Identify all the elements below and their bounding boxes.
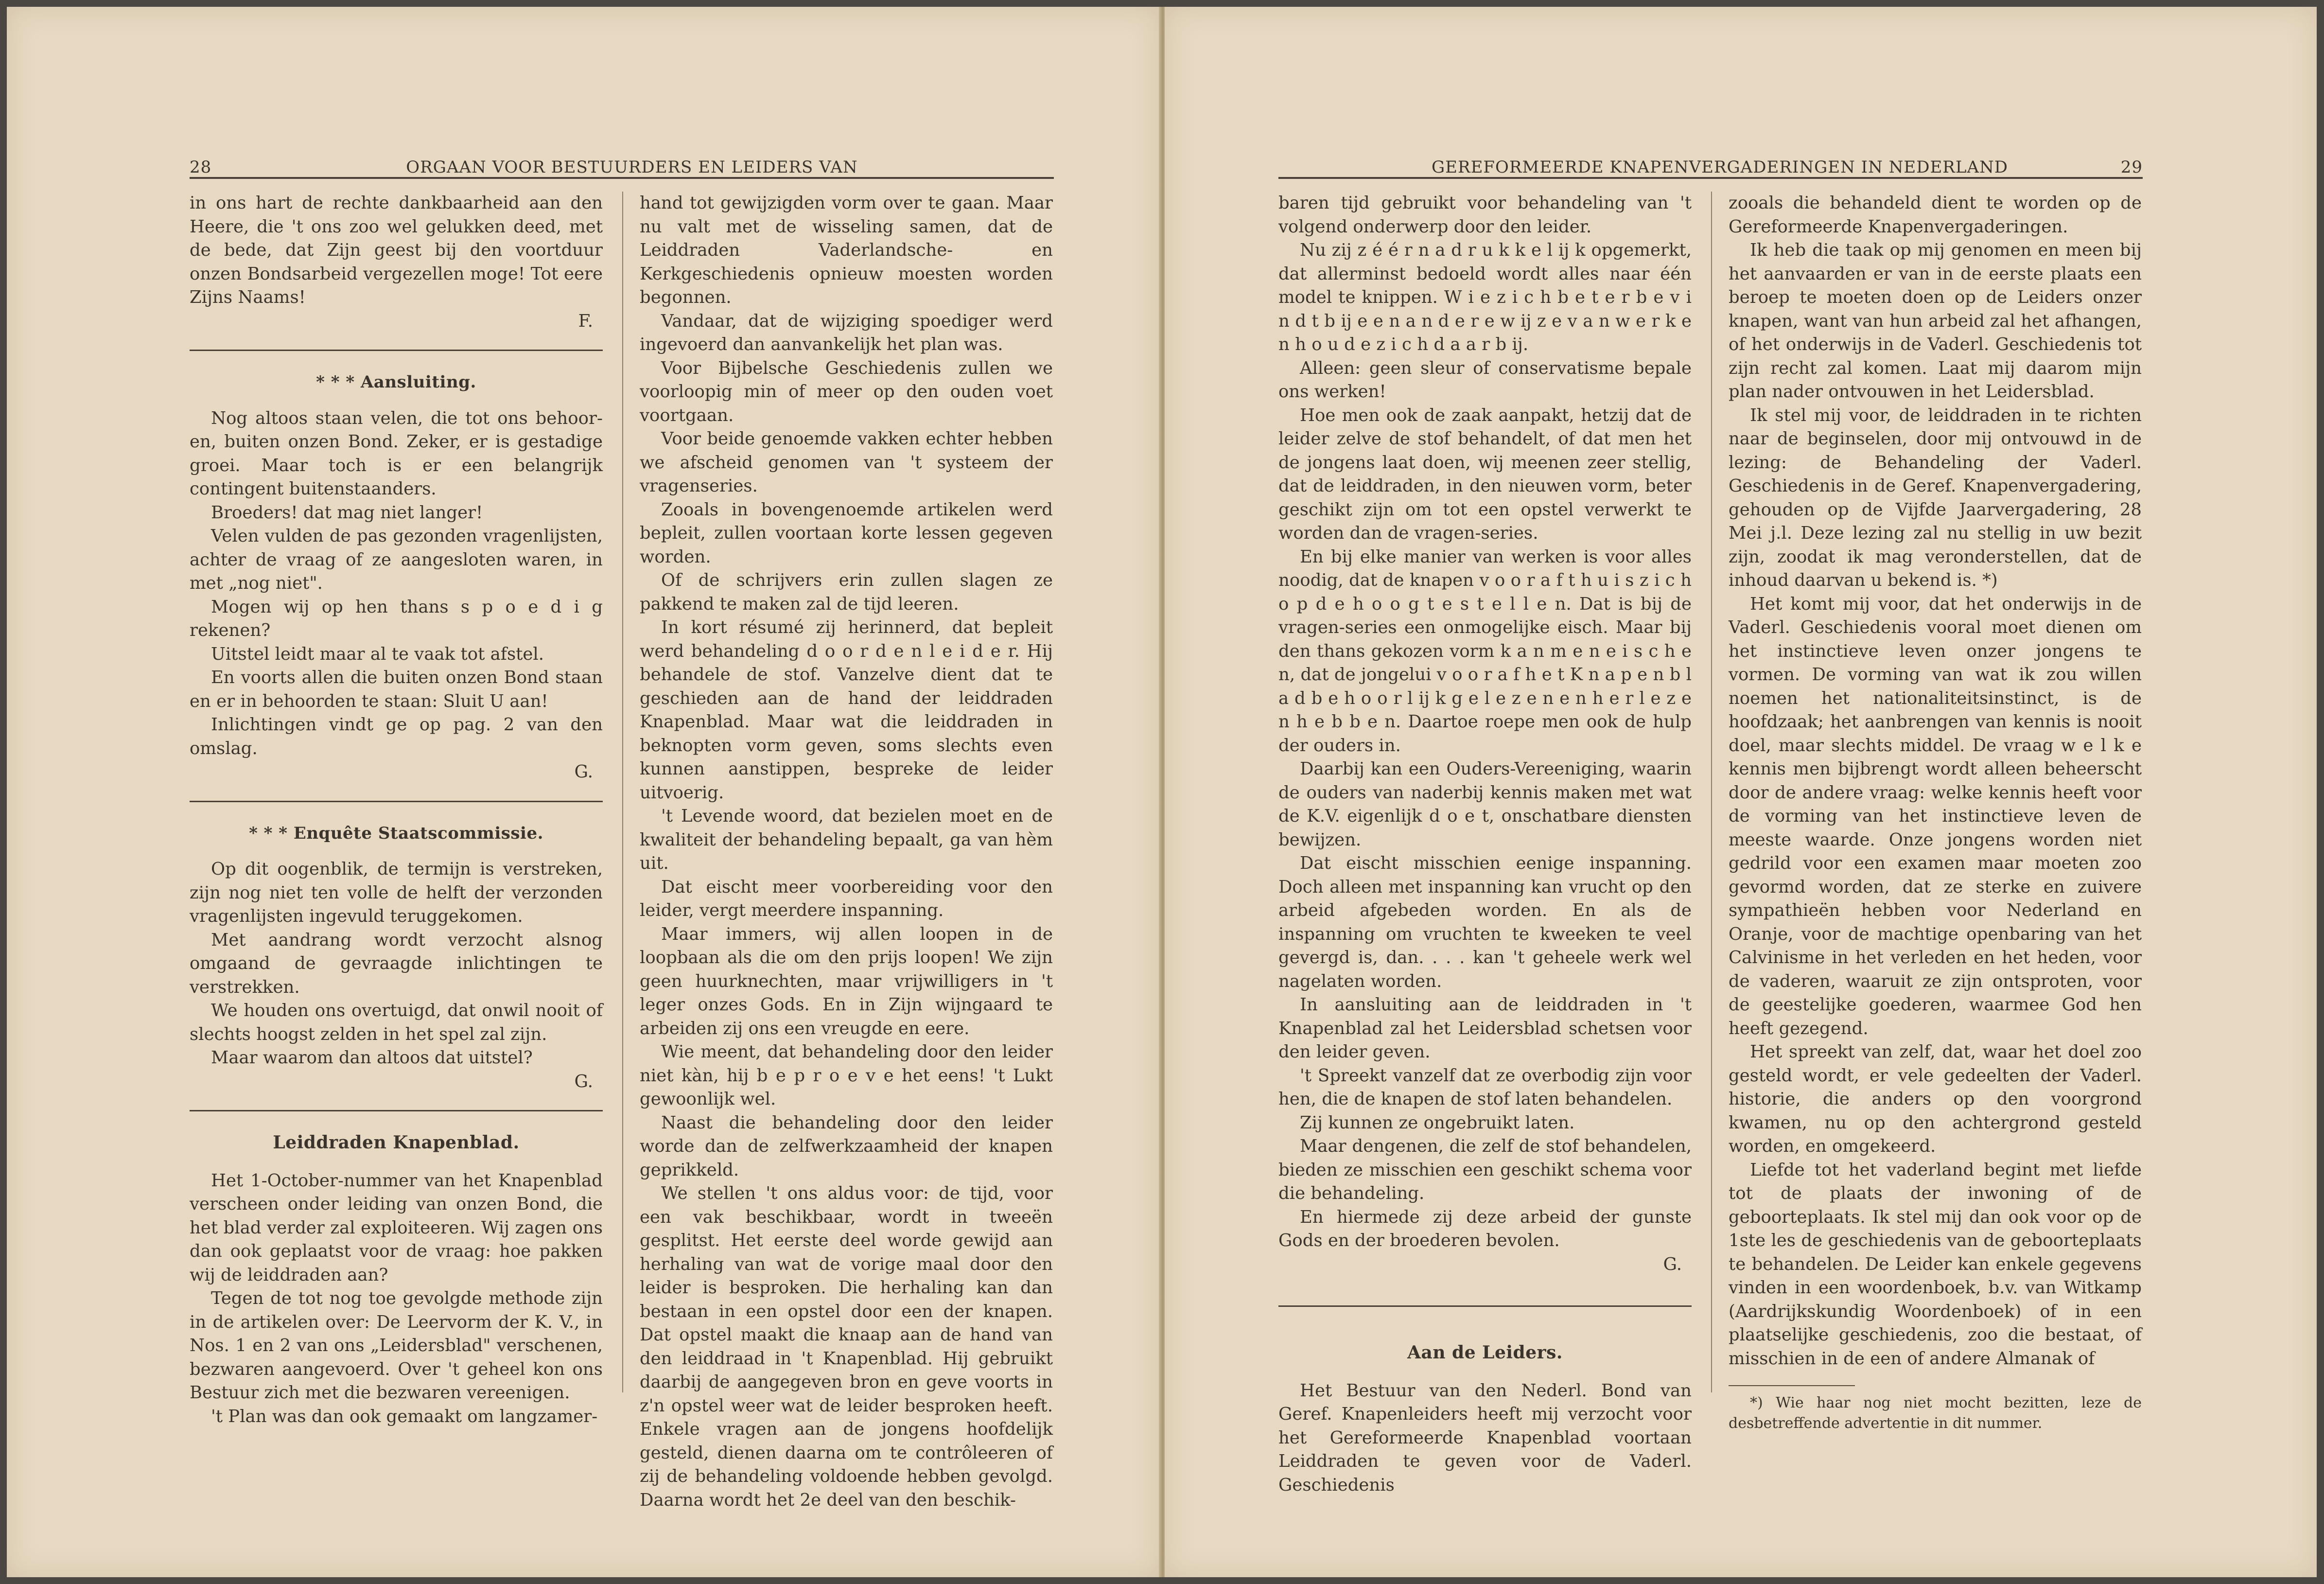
paragraph: We stellen 't ons aldus voor: de tijd, voor een vak beschikbaar, wordt in tweeën gesplitst. Het eerste deel worde gewijd aan herhaling van wat de vorige maal door den leider is besproken. Die herhaling kan dan bestaan in een opstel door een der knapen. Dat opstel maakt die knaap aan de hand van den leiddraad in 't Knapenblad. Hij gebruikt daarbij de aangegeven bron en geve voorts in z'n opstel weer wat de leider besproken heeft. Enkele vragen aan de jongens hoofdelijk gesteld, dienen daarna om te contrôleeren of zij de behandeling voldoende hebben gevolgd. Daarna wordt het 2e deel van den beschik-	[640, 1183, 1053, 1510]
paragraph: Het 1-October-nummer van het Knapenblad verscheen onder leiding van onzen Bond, die het blad verder zal exploiteeren. Wij zagen ons dan ook geplaatst voor de vraag: hoe pakken wij de leiddraden aan?	[190, 1170, 603, 1285]
article-continuation	[1278, 192, 1692, 1253]
section-divider	[190, 350, 603, 351]
paragraph: in ons hart de rechte dankbaarheid aan den Heere, die 't ons zoo wel gelukken deed, met de bede, dat Zijn geest bij den voortduur onzen Bondsarbeid vergezellen moge! Tot eere Zijns Naams!	[190, 193, 603, 307]
paragraph: Nog altoos staan velen, die tot ons behooren, buiten onzen Bond. Zeker, er is gestadige groei. Maar toch is er een belangrijk contingent buitenstaanders.	[190, 408, 603, 499]
footnote-rule	[1729, 1385, 1855, 1386]
paragraph: We houden ons overtuigd, dat onwil nooit of slechts hoogst zelden in het spel zal zijn.	[190, 1001, 603, 1044]
paragraph: Nu zij z é é r n a d r u k k e l ij k opgemerkt, dat allerminst bedoeld wordt alles naar één model te knippen. W i e z i c h b e t e r b e v i n d t b ij e e n a n d e r e w ij z e v a n w e r k e n h o u d e z i c h d a a r b ij.	[1278, 240, 1692, 354]
running-title: GEREFORMEERDE KNAPENVERGADERINGEN IN NEDERLAND	[1432, 158, 2009, 177]
column-rule	[622, 192, 623, 1392]
signature: F.	[578, 311, 593, 331]
section-body-leiddraden	[190, 1169, 603, 1429]
closing-paragraph	[190, 192, 603, 310]
paragraph: Maar immers, wij allen loopen in de loopbaan als die om den prijs loopen! We zijn geen huurknechten, maar vrijwilligers in 't leger onzes Gods. En in Zijn wijngaard te arbeiden zij ons een vreugde en eere.	[640, 924, 1053, 1038]
paragraph: 't Levende woord, dat bezielen moet en de kwaliteit der behandeling bepaalt, ga van hèm uit.	[640, 806, 1053, 873]
paragraph: Het Bestuur van den Nederl. Bond van Geref. Knapenleiders heeft mij verzocht voor het Gereformeerde Knapenblad voortaan Leiddraden te geven voor de Vaderl. Geschiedenis	[1278, 1380, 1692, 1495]
paragraph: En hiermede zij deze arbeid der gunste Gods en der broederen bevolen.	[1278, 1207, 1692, 1250]
right-column-2	[1729, 192, 2142, 1434]
running-title: ORGAAN VOOR BESTUURDERS EN LEIDERS VAN	[406, 158, 858, 177]
paragraph: In kort résumé zij herinnerd, dat bepleit werd behandeling d o o r d e n l e i d e r. Hij behandele de stof. Vanzelve dient dat te geschieden aan de hand der leiddraden Knapenblad. Maar wat die leiddraden in beknopten vorm geven, soms slechts even kunnen aanstippen, bespreke de leider uitvoerig.	[640, 617, 1053, 803]
paragraph: En voorts allen die buiten onzen Bond staan en er in behoorden te staan: Sluit U aan!	[190, 668, 603, 711]
section-divider	[1278, 1305, 1692, 1307]
paragraph: Maar waarom dan altoos dat uitstel?	[211, 1048, 533, 1068]
paragraph: Inlichtingen vindt ge op pag. 2 van den omslag.	[190, 715, 603, 758]
page-number: 29	[2120, 158, 2143, 177]
signature: G.	[574, 762, 593, 782]
paragraph: Voor beide genoemde vakken echter hebben we afscheid genomen van 't systeem der vragenseries.	[640, 429, 1053, 496]
paragraph: Tegen de tot nog toe gevolgde methode zijn in de artikelen over: De Leervorm der K. V., in Nos. 1 en 2 van ons „Leidersblad" verschenen, bezwaren aangevoerd. Over 't geheel kon ons Bestuur zich met die bezwaren vereenigen.	[190, 1288, 603, 1403]
paragraph: Zij kunnen ze ongebruikt laten.	[1300, 1112, 1575, 1133]
section-title-enquete: * * * Enquête Staatscommissie.	[249, 823, 543, 843]
article-text	[1729, 192, 2142, 1371]
paragraph: Met aandrang wordt verzocht alsnog omgaand de gevraagde inlichtingen te verstrekken.	[190, 930, 603, 997]
paragraph: Naast die behandeling door den leider worde dan de zelfwerkzaamheid der knapen geprikkeld.	[640, 1112, 1053, 1180]
paragraph: Voor Bijbelsche Geschiedenis zullen we voorloopig min of meer op den ouden voet voortgaan.	[640, 358, 1053, 425]
running-header-right	[1278, 153, 2143, 179]
paragraph: baren tijd gebruikt voor behandeling van 't volgend onderwerp door den leider.	[1278, 193, 1692, 237]
section-title-leiddraden: Leiddraden Knapenblad.	[273, 1132, 520, 1153]
signature: G.	[1663, 1254, 1682, 1274]
paragraph: Broeders! dat mag niet langer!	[211, 502, 483, 523]
section-title-aan-de-leiders: Aan de Leiders.	[1407, 1342, 1563, 1363]
paragraph: Vandaar, dat de wijziging spoediger werd ingevoerd dan aanvankelijk het plan was.	[640, 311, 1053, 354]
paragraph: zooals die behandeld dient te worden op de Gereformeerde Knapenvergaderingen.	[1729, 193, 2142, 237]
paragraph: Dat eischt misschien eenige inspanning. Doch alleen met inspanning kan vrucht op den arbeid afgebeden worden. En als de inspanning om vruchten te kweeken te veel gevergd is, dan. . . . kan 't geheele werk wel nagelaten worden.	[1278, 853, 1692, 991]
footnote: *) Wie haar nog niet mocht bezitten, leze de desbetreffende advertentie in dit nummer.	[1729, 1394, 2142, 1432]
paragraph: Uitstel leidt maar al te vaak tot afstel.	[211, 644, 544, 664]
paragraph: Mogen wij op hen thans s p o e d i g rekenen?	[190, 597, 603, 640]
paragraph: En bij elke manier van werken is voor alles noodig, dat de knapen v o o r a f t h u i s z i c h o p d e h o o g t e s t e l l e n. Dat is bij de vragen-series een onmogelijke eisch. Maar bij den thans gekozen vorm k a n m e n e i s c h e n, dat de jongelui v o o r a f h e t K n a p e n b l a d b e h o o r l ij k g e l e z e n e n h e r l e z e n h e b b e n. Daartoe roepe men ook de hulp der ouders in.	[1278, 546, 1692, 756]
signature: G.	[574, 1071, 593, 1091]
section-body-enquete	[190, 858, 603, 1070]
section-divider	[190, 801, 603, 802]
column-rule	[1711, 192, 1712, 1392]
page-number: 28	[190, 158, 212, 177]
paragraph: Het spreekt van zelf, dat, waar het doel zoo gesteld wordt, er vele gedeelten der Vaderl. historie, die anders op den voorgrond kwamen, nu op den achtergrond gesteld worden, en omgekeerd.	[1729, 1042, 2142, 1156]
paragraph: Dat eischt meer voorbereiding voor den leider, vergt meerdere inspanning.	[640, 877, 1053, 920]
paragraph: 't Plan was dan ook gemaakt om langzamer-	[211, 1406, 598, 1426]
paragraph: In aansluiting aan de leiddraden in 't Knapenblad zal het Leidersblad schetsen voor den leider geven.	[1278, 995, 1692, 1062]
paragraph: 't Spreekt vanzelf dat ze overbodig zijn voor hen, die de knapen de stof laten behandelen.	[1278, 1065, 1692, 1109]
right-page	[1165, 7, 2317, 1577]
paragraph: Maar dengenen, die zelf de stof behandelen, bieden ze misschien een geschikt schema voor die behandeling.	[1278, 1136, 1692, 1203]
paragraph: Of de schrijvers erin zullen slagen ze pakkend te maken zal de tijd leeren.	[640, 570, 1053, 614]
paragraph: Het komt mij voor, dat het onderwijs in de Vaderl. Geschiedenis vooral moet dienen om het instinctieve leven onzer jongens te vormen. De vorming van wat ik zou willen noemen het nationaliteitsinstinct, is de hoofdzaak; het aanbrengen van kennis is nooit doel, maar slechts middel. De vraag w e l k e kennis men bijbrengt wordt alleen beheerscht door de andere vraag: welke kennis heeft voor de vorming van het instinctieve leven de meeste waarde. Onze jongens worden niet gedrild voor een examen maar moeten zoo gevormd worden, dat ze sterke en zuivere sympathieën hebben voor Nederland en Oranje, voor de machtige openbaring van het Calvinisme in het verleden en het heden, voor de vaderen, waaruit ze zijn ontsproten, voor de geestelijke goederen, waarmee God hen heeft gezegend.	[1729, 594, 2142, 1038]
paragraph: Daarbij kan een Ouders-Vereeniging, waarin de ouders van naderbij kennis maken met wat de K.V. eigenlijk d o e t, onschatbare diensten bewijzen.	[1278, 759, 1692, 850]
left-column-2	[640, 192, 1053, 1512]
paragraph: Hoe men ook de zaak aanpakt, hetzij dat de leider zelve de stof behandelt, of dat men het de jongens laat doen, wij meenen zeer stellig, dat de leiddraden, in den nieuwen vorm, beter geschikt zijn om tot een opstel verwerkt te worden dan de vragen-series.	[1278, 405, 1692, 543]
section-body-aansluiting	[190, 407, 603, 761]
paragraph: Liefde tot het vaderland begint met liefde tot de plaats der inwoning of de geboorteplaats. Ik stel mij dan ook voor op de 1ste les de geschiedenis van de geboorteplaats te behandelen. De Leider kan enkele gegevens vinden in een woordenboek, b.v. van Witkamp (Aardrijkskundig Woordenboek) of in een plaatselijke geschiedenis, zoo die bestaat, of misschien in de een of andere Almanak of	[1729, 1160, 2142, 1369]
section-title-aansluiting: * * * Aansluiting.	[316, 372, 476, 392]
left-column-1	[190, 192, 603, 1428]
paragraph: Velen vulden de pas gezonden vragenlijsten, achter de vraag of ze aangesloten waren, in met „nog niet".	[190, 526, 603, 593]
paragraph: Op dit oogenblik, de termijn is verstreken, zijn nog niet ten volle de helft der verzonden vragenlijsten ingevuld teruggekomen.	[190, 859, 603, 926]
paragraph: Wie meent, dat behandeling door den leider niet kàn, hij b e p r o e v e het eens! 't Lukt gewoonlijk wel.	[640, 1042, 1053, 1109]
section-body-aan-de-leiders	[1278, 1379, 1692, 1497]
paragraph: Alleen: geen sleur of conservatisme bepale ons werken!	[1278, 358, 1692, 402]
paragraph: hand tot gewijzigden vorm over te gaan. Maar nu valt met de wisseling samen, dat de Leiddraden Vaderlandsche- en Kerkgeschiedenis opnieuw moesten worden begonnen.	[640, 193, 1053, 307]
paragraph: Ik heb die taak op mij genomen en meen bij het aanvaarden er van in de eerste plaats een beroep te moeten doen op de Leiders onzer knapen, want van hun arbeid zal het afhangen, of het onderwijs in de Vaderl. Geschiedenis tot zijn recht zal komen. Laat mij daarom mijn plan nader ontvouwen in het Leidersblad.	[1729, 240, 2142, 402]
paragraph: Zooals in bovengenoemde artikelen werd bepleit, zullen voortaan korte lessen gegeven worden.	[640, 499, 1053, 567]
article-continuation	[640, 192, 1053, 1512]
right-column-1	[1278, 192, 1692, 1497]
section-divider	[190, 1110, 603, 1111]
paragraph: Ik stel mij voor, de leiddraden in te richten naar de beginselen, door mij ontvouwd in de lezing: de Behandeling der Vaderl. Geschiedenis in de Geref. Knapenvergadering, gehouden op de Vijfde Jaarvergadering, 28 Mei j.l. Deze lezing zal nu stellig in uw bezit zijn, zoodat ik mag veronderstellen, dat de inhoud daarvan u bekend is. *)	[1729, 405, 2142, 590]
running-header-left	[190, 153, 1054, 179]
left-page	[7, 7, 1160, 1577]
